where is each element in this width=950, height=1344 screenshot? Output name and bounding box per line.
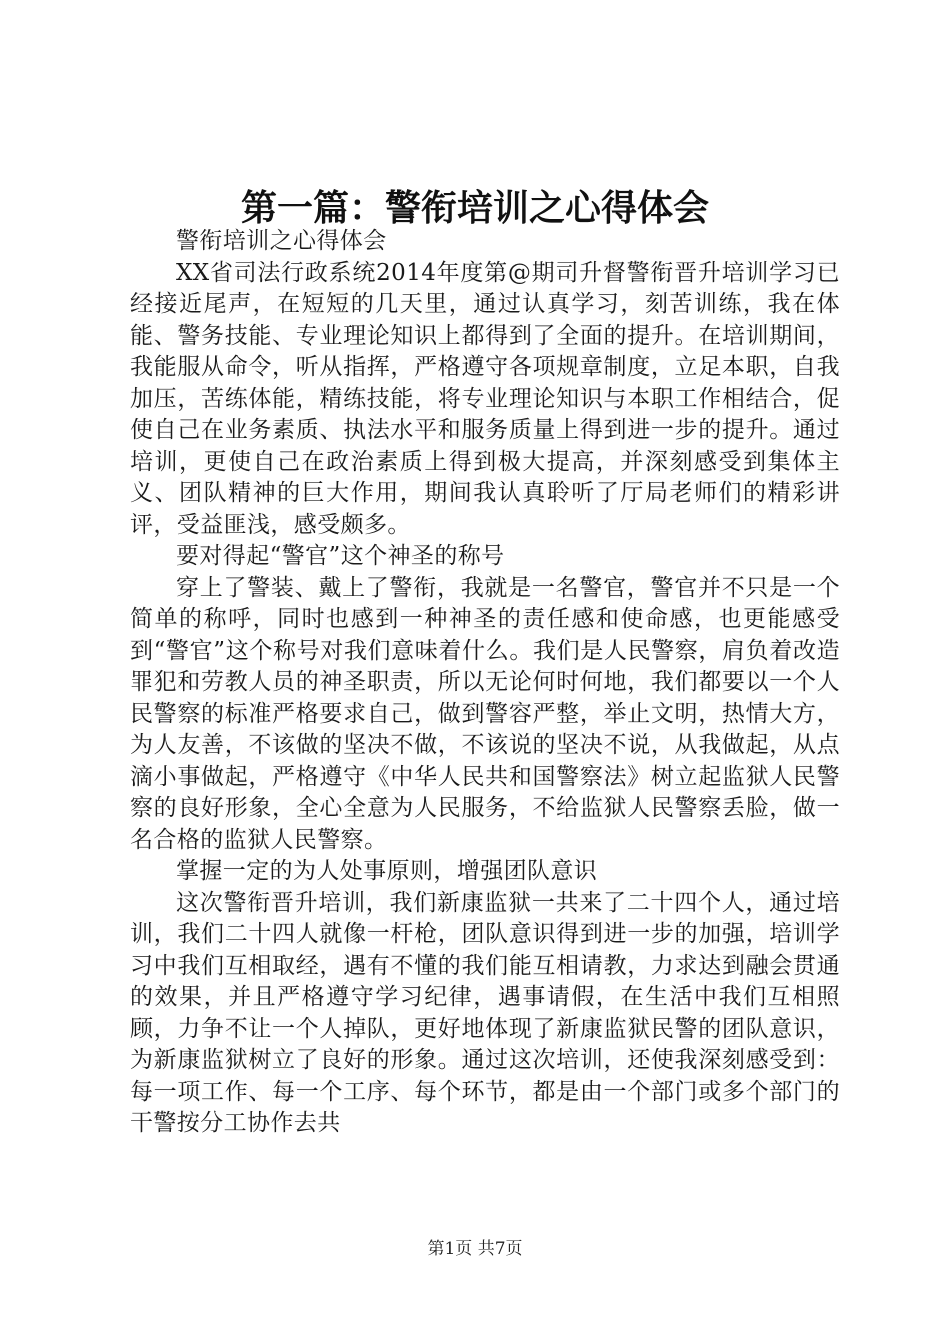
section-heading: 掌握一定的为人处事原则，增强团队意识	[176, 858, 598, 884]
document-title: 第一篇：警衔培训之心得体会	[240, 187, 709, 229]
section-heading: 要对得起“警官”这个神圣的称号	[176, 543, 505, 569]
body-paragraph: 穿上了警装、戴上了警衔，我就是一名警官，警官并不只是一个简单的称呼，同时也感到一种神圣的责任感和使命感，也更能感受到“警官”这个称号对我们意味着什么。我们是人民警察，肩负着改造罪犯和劳教人员的神圣职责，所以无论何时何地，我们都要以一个人民警察的标准严格要求自己，做到警容严整，举止文明，热情大方，为人友善，不该做的坚决不做，不该说的坚决不说，从我做起，从点滴小事做起，严格遵守《中华人民共和国警察法》树立起监狱人民警察的良好形象，全心全意为人民服务，不给监狱人民警察丢脸，做一名合格的监狱人民警察。	[130, 574, 840, 853]
body-paragraph: XX省司法行政系统2014年度第@期司升督警衔晋升培训学习已经接近尾声，在短短的几天里，通过认真学习，刻苦训练，我在体能、警务技能、专业理论知识上都得到了全面的提升。在培训期间，我能服从命令，听从指挥，严格遵守各项规章制度，立足本职，自我加压，苦练体能，精练技能，将专业理论知识与本职工作相结合，促使自己在业务素质、执法水平和服务质量上得到进一步的提升。通过培训，更使自己在政治素质上得到极大提高，并深刻感受到集体主义、团队精神的巨大作用，期间我认真聆听了厅局老师们的精彩讲评，受益匪浅，感受颇多。	[130, 259, 840, 538]
document-body	[130, 226, 840, 1140]
body-paragraph: 这次警衔晋升培训，我们新康监狱一共来了二十四个人，通过培训，我们二十四人就像一杆枪，团队意识得到进一步的加强，培训学习中我们互相取经，遇有不懂的我们能互相请教，力求达到融会贯通的效果，并且严格遵守学习纪律，遇事请假，在生活中我们互相照顾，力争不让一个人掉队，更好地体现了新康监狱民警的团队意识，为新康监狱树立了良好的形象。通过这次培训，还使我深刻感受到：每一项工作、每一个工序、每个环节，都是由一个部门或多个部门的干警按分工协作去共	[130, 889, 840, 1136]
subtitle-paragraph: 警衔培训之心得体会	[176, 228, 387, 254]
page-footer: 第1页 共7页	[427, 1239, 523, 1259]
